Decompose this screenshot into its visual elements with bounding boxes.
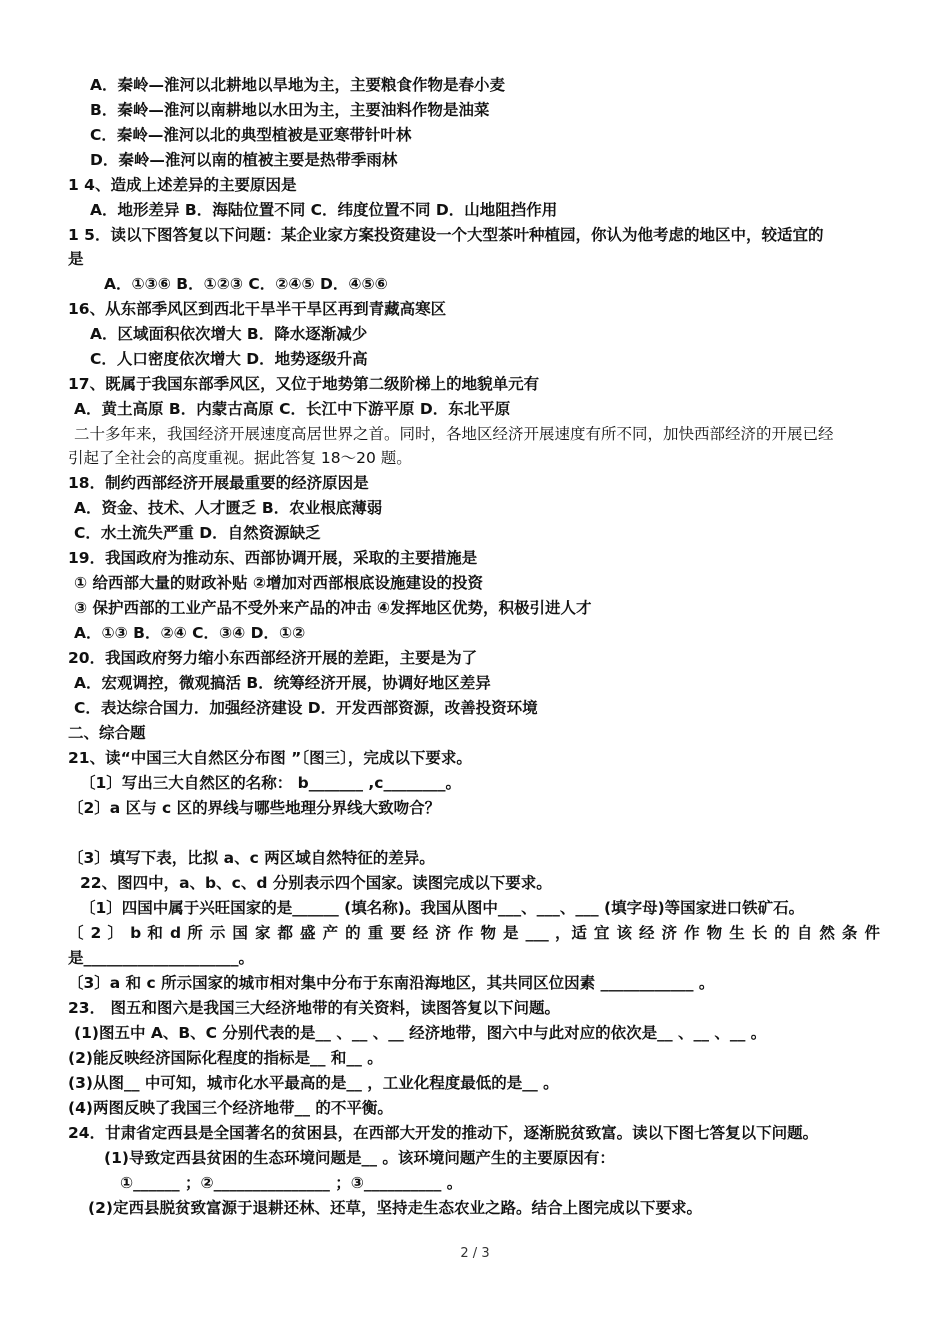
q20-options-ab: A．宏观调控，微观搞活 B．统筹经济开展，协调好地区差异 <box>74 674 491 692</box>
q13-option-b: B．秦岭—淮河以南耕地以水田为主，主要油料作物是油菜 <box>90 101 490 119</box>
q14-stem: 1 4、造成上述差异的主要原因是 <box>68 176 297 194</box>
q21-part-3: 〔3〕填写下表，比拟 a、c 两区域自然特征的差异。 <box>68 849 435 867</box>
passage-line-1: 二十多年来，我国经济开展速度高居世界之首。同时，各地区经济开展速度有所不同，加快西部经济的开展已经 <box>74 425 834 443</box>
q19-stem: 19．我国政府为推动东、西部协调开展，采取的主要措施是 <box>68 549 478 567</box>
q22-stem: 22、图四中，a、b、c、d 分别表示四个国家。读图完成以下要求。 <box>80 874 552 892</box>
q15-options: A．①③⑥ B．①②③ C．②④⑤ D．④⑤⑥ <box>104 275 388 293</box>
q15-stem-cont: 是 <box>68 250 84 268</box>
q16-options-cd: C．人口密度依次增大 D．地势逐级升高 <box>90 350 368 368</box>
q14-options: A．地形差异 B．海陆位置不同 C．纬度位置不同 D．山地阻挡作用 <box>90 201 558 219</box>
q20-stem: 20．我国政府努力缩小东西部经济开展的差距，主要是为了 <box>68 649 478 667</box>
q24-part-2: (2)定西县脱贫致富源于退耕还林、还草，坚持走生态农业之路。结合上图完成以下要求。 <box>88 1199 702 1217</box>
q22-part-1: 〔1〕四国中属于兴旺国家的是______ (填名称)。我国从图中___、___、___ (填字母)等国家进口铁矿石。 <box>80 899 805 917</box>
q24-part-1: (1)导致定西县贫困的生态环境问题是__ 。该环境问题产生的主要原因有： <box>104 1149 615 1167</box>
q21-stem: 21、读“中国三大自然区分布图 ”〔图三〕，完成以下要求。 <box>68 749 472 767</box>
q21-part-1: 〔1〕写出三大自然区的名称： b_______ ,c________。 <box>80 774 461 792</box>
q23-part-3: (3)从图__ 中可知，城市化水平最高的是__ ，工业化程度最低的是__ 。 <box>68 1074 559 1092</box>
q22-part-2-cont: 是____________________。 <box>68 949 255 967</box>
q18-options-cd: C．水土流失严重 D．自然资源缺乏 <box>74 524 321 542</box>
q23-part-4: (4)两图反映了我国三个经济地带__ 的不平衡。 <box>68 1099 393 1117</box>
q16-options-ab: A．区域面积依次增大 B．降水逐渐减少 <box>90 325 368 343</box>
q13-option-c: C．秦岭—淮河以北的典型植被是亚寒带针叶林 <box>90 126 412 144</box>
q22-part-3: 〔3〕a 和 c 所示国家的城市相对集中分布于东南沿海地区，其共同区位因素 ____________ 。 <box>68 974 715 992</box>
q23-part-1: (1)图五中 A、B、C 分别代表的是__ 、__ 、__ 经济地带，图六中与此对应的依次是__ 、__ 、__ 。 <box>74 1024 767 1042</box>
q24-part-1-blanks: ①______ ；②_______________ ；③__________ 。 <box>120 1174 463 1192</box>
q21-part-2: 〔2〕a 区与 c 区的界线与哪些地理分界线大致吻合？ <box>68 799 441 817</box>
q19-item-12: ① 给西部大量的财政补贴 ②增加对西部根底设施建设的投资 <box>74 574 484 592</box>
q20-options-cd: C．表达综合国力．加强经济建设 D．开发西部资源，改善投资环境 <box>74 699 538 717</box>
q13-option-d: D．秦岭—淮河以南的植被主要是热带季雨林 <box>90 151 398 169</box>
section-heading-comprehensive: 二、综合题 <box>68 724 146 742</box>
q16-stem: 16、从东部季风区到西北干旱半干旱区再到青藏高寒区 <box>68 300 447 318</box>
q17-options: A．黄土高原 B．内蒙古高原 C．长江中下游平原 D．东北平原 <box>74 400 511 418</box>
q24-stem: 24．甘肃省定西县是全国著名的贫困县，在西部大开发的推动下，逐渐脱贫致富。读以下图七答复以下问题。 <box>68 1124 819 1142</box>
q13-option-a: A．秦岭—淮河以北耕地以旱地为主，主要粮食作物是春小麦 <box>90 76 505 94</box>
q19-item-34: ③ 保护西部的工业产品不受外来产品的冲击 ④发挥地区优势，积极引进人才 <box>74 599 592 617</box>
q17-stem: 17、既属于我国东部季风区，又位于地势第二级阶梯上的地貌单元有 <box>68 375 540 393</box>
q22-part-2: 〔 2 〕 b 和 d 所 示 国 家 都 盛 产 的 重 要 经 济 作 物 是 ___ ，适 宜 该 经 济 作 物 生 长 的 自 然 条 件 <box>68 924 880 942</box>
q19-options: A．①③ B．②④ C．③④ D．①② <box>74 624 306 642</box>
q18-options-ab: A．资金、技术、人才匮乏 B．农业根底薄弱 <box>74 499 383 517</box>
q23-part-2: (2)能反映经济国际化程度的指标是__ 和__ 。 <box>68 1049 383 1067</box>
page-number: 2 / 3 <box>460 1246 490 1261</box>
q23-stem: 23． 图五和图六是我国三大经济地带的有关资料，读图答复以下问题。 <box>68 999 560 1017</box>
passage-line-2: 引起了全社会的高度重视。据此答复 18～20 题。 <box>68 449 412 467</box>
q18-stem: 18．制约西部经济开展最重要的经济原因是 <box>68 474 369 492</box>
q15-stem: 1 5．读以下图答复以下问题：某企业家方案投资建设一个大型茶叶种植园，你认为他考虑的地区中，较适宜的 <box>68 226 824 244</box>
